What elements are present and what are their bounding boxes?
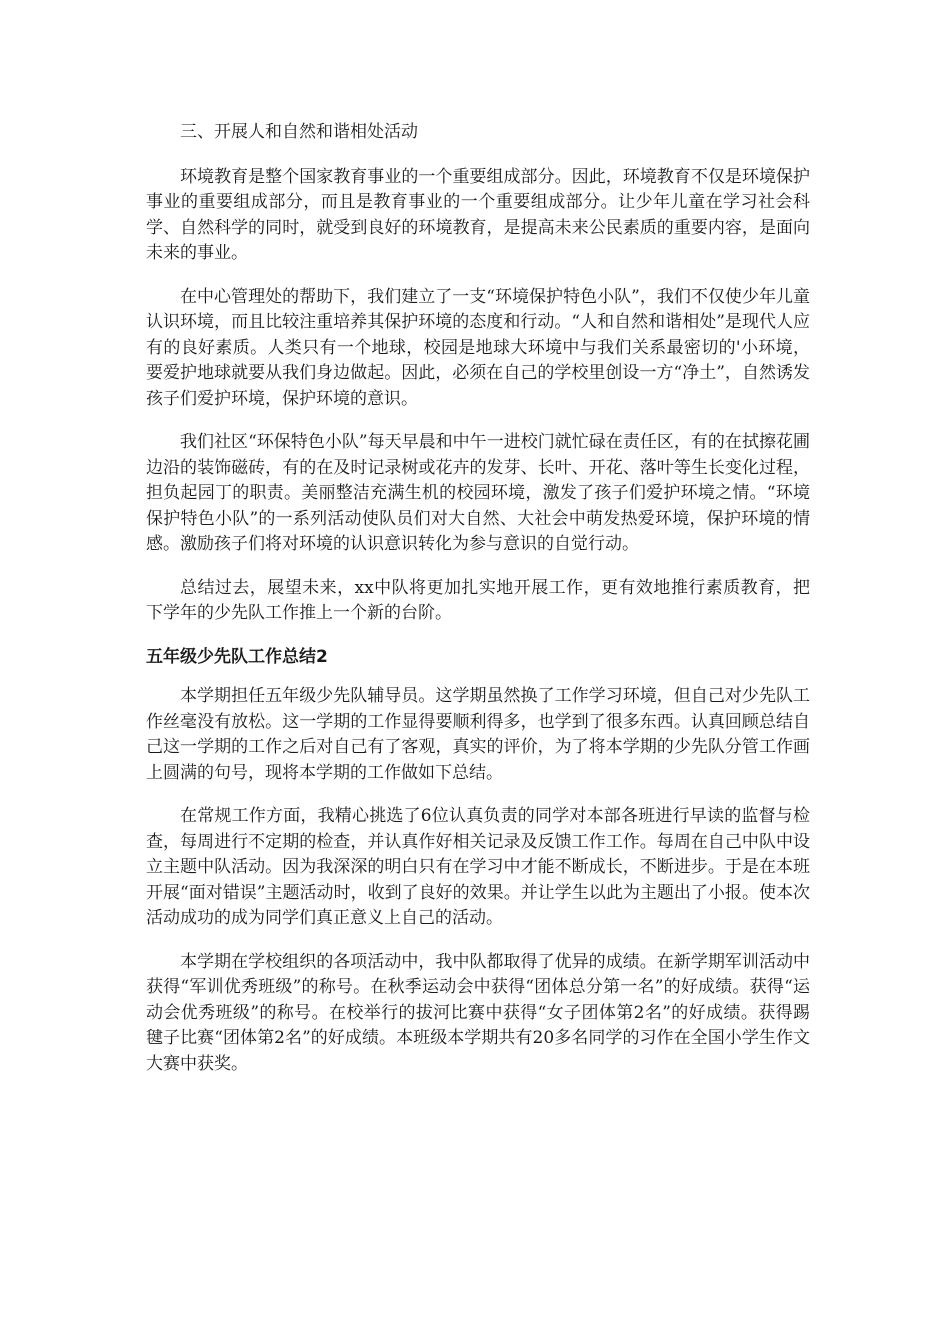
paragraph: 在常规工作方面，我精心挑选了6位认真负责的同学对本部各班进行早读的监督与检查，每周进行不定期的检查，并认真作好相关记录及反馈工作工作。每周在自己中队中设立主题中队活动。因为我深深的明白只有在学习中才能不断成长，不断进步。于是在本班开展“面对错误”主题活动时，收到了良好的效果。并让学生以此为主题出了小报。使本次活动成功的成为同学们真正意义上自己的活动。 xyxy=(146,806,810,928)
paragraph: 本学期担任五年级少先队辅导员。这学期虽然换了工作学习环境，但自己对少先队工作丝毫没有放松。这一学期的工作显得要顺利得多，也学到了很多东西。认真回顾总结自己这一学期的工作之后对自己有了客观，真实的评价，为了将本学期的少先队分管工作画上圆满的句号，现将本学期的工作做如下总结。 xyxy=(146,686,810,783)
paragraph: 本学期在学校组织的各项活动中，我中队都取得了优异的成绩。在新学期军训活动中获得“军训优秀班级”的称号。在秋季运动会中获得“团体总分第一名”的好成绩。获得“运动会优秀班级”的称号。在校举行的拔河比赛中获得“女子团体第2名”的好成绩。获得踢毽子比赛“团体第2名”的好成绩。本班级本学期共有20多名同学的习作在全国小学生作文大赛中获奖。 xyxy=(146,951,810,1074)
paragraph: 总结过去，展望未来，xx中队将更加扎实地开展工作，更有效地推行素质教育，把下学年的少先队工作推上一个新的台阶。 xyxy=(146,577,810,623)
document-page xyxy=(146,120,810,1095)
paragraph: 环境教育是整个国家教育事业的一个重要组成部分。因此，环境教育不仅是环境保护事业的重要组成部分，而且是教育事业的一个重要组成部分。让少年儿童在学习社会科学、自然科学的同时，就受到良好的环境教育，是提高未来公民素质的重要内容，是面向未来的事业。 xyxy=(146,166,810,263)
section-title: 五年级少先队工作总结2 xyxy=(146,646,328,667)
paragraph: 我们社区“环保特色小队”每天早晨和中午一进校门就忙碌在责任区，有的在拭擦花圃边沿的装饰磁砖，有的在及时记录树或花卉的发芽、长叶、开花、落叶等生长变化过程，担负起园丁的职责。美丽整洁充满生机的校园环境，激发了孩子们爱护环境之情。“环境保护特色小队”的一系列活动使队员们对大自然、大社会中萌发热爱环境，保护环境的情感。激励孩子们将对环境的认识意识转化为参与意识的自觉行动。 xyxy=(146,432,810,554)
subheading: 三、开展人和自然和谐相处活动 xyxy=(180,122,418,142)
paragraph: 在中心管理处的帮助下，我们建立了一支“环境保护特色小队”，我们不仅使少年儿童认识环境，而且比较注重培养其保护环境的态度和行动。“人和自然和谐相处”是现代人应有的良好素质。人类只有一个地球，校园是地球大环境中与我们关系最密切的'小环境，要爱护地球就要从我们身边做起。因此，必须在自己的学校里创设一方“净土”，自然诱发孩子们爱护环境，保护环境的意识。 xyxy=(146,286,810,409)
